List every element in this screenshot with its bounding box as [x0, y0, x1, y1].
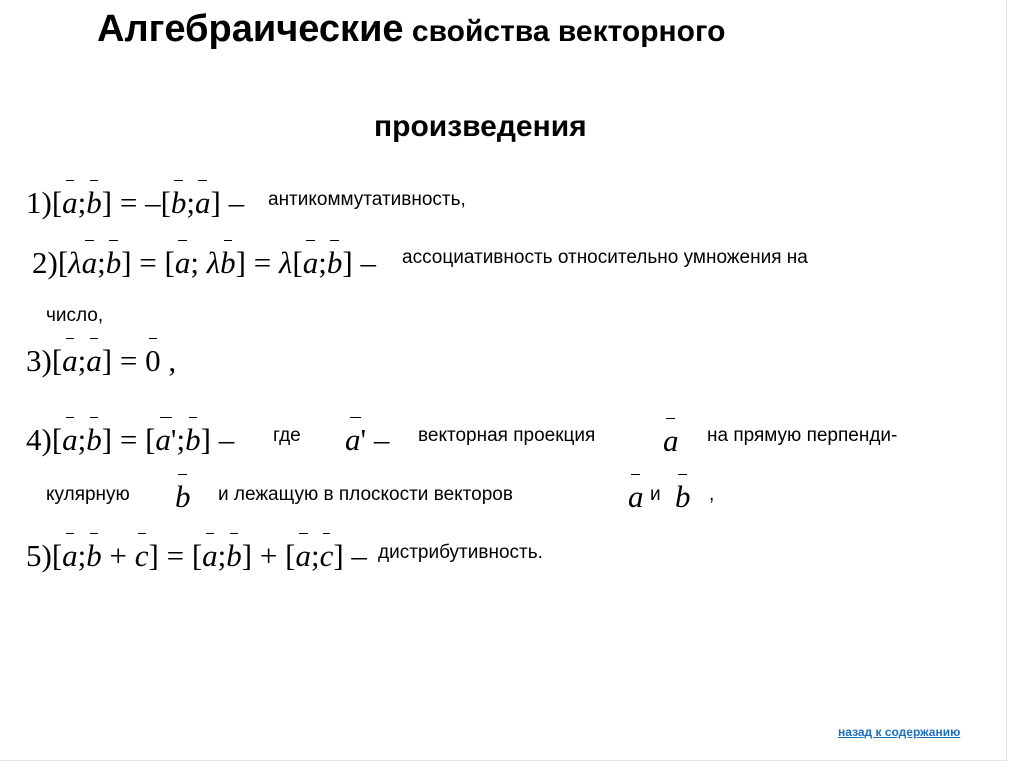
property-4-comma: ,: [709, 484, 715, 505]
slide-title: [97, 8, 725, 51]
property-5-label: дистрибутивность.: [378, 542, 543, 563]
property-4-where: где: [273, 425, 301, 446]
formula-4: 4)[a;b] = [a';b] –: [26, 422, 235, 457]
formula-3: 3)[a;a] = 0 ,: [26, 343, 177, 378]
vector-a-symbol: a: [663, 423, 679, 458]
title-part1: Алгебраические: [97, 8, 404, 50]
property-4-desc2: на прямую перпенди-: [707, 425, 898, 446]
formula-4-projection: a' –: [345, 422, 390, 457]
property-4-line2c: и: [650, 484, 661, 505]
property-4-line2a: кулярную: [46, 484, 130, 505]
property-2-label: ассоциативность относительно умножения на: [402, 247, 808, 268]
back-to-contents-link[interactable]: назад к содержанию: [838, 725, 961, 739]
formula-5: 5)[a;b + c] = [a;b] + [a;c] –: [26, 538, 367, 573]
property-2-label-cont: число,: [46, 305, 104, 326]
property-1-label: антикоммутативность,: [268, 189, 466, 210]
title-part2: свойства векторного: [403, 15, 726, 48]
vector-b-symbol-2: b: [675, 479, 691, 514]
formula-1: 1)[a;b] = –[b;a] –: [26, 185, 245, 220]
vector-a-symbol-2: a: [628, 479, 644, 514]
vector-b-symbol: b: [175, 479, 191, 514]
property-4-desc: векторная проекция: [418, 425, 596, 446]
property-4-line2b: и лежащую в плоскости векторов: [218, 484, 513, 505]
formula-2: 2)[λa;b] = [a; λb] = λ[a;b] –: [32, 245, 376, 280]
slide-title-line2: произведения: [374, 110, 587, 143]
